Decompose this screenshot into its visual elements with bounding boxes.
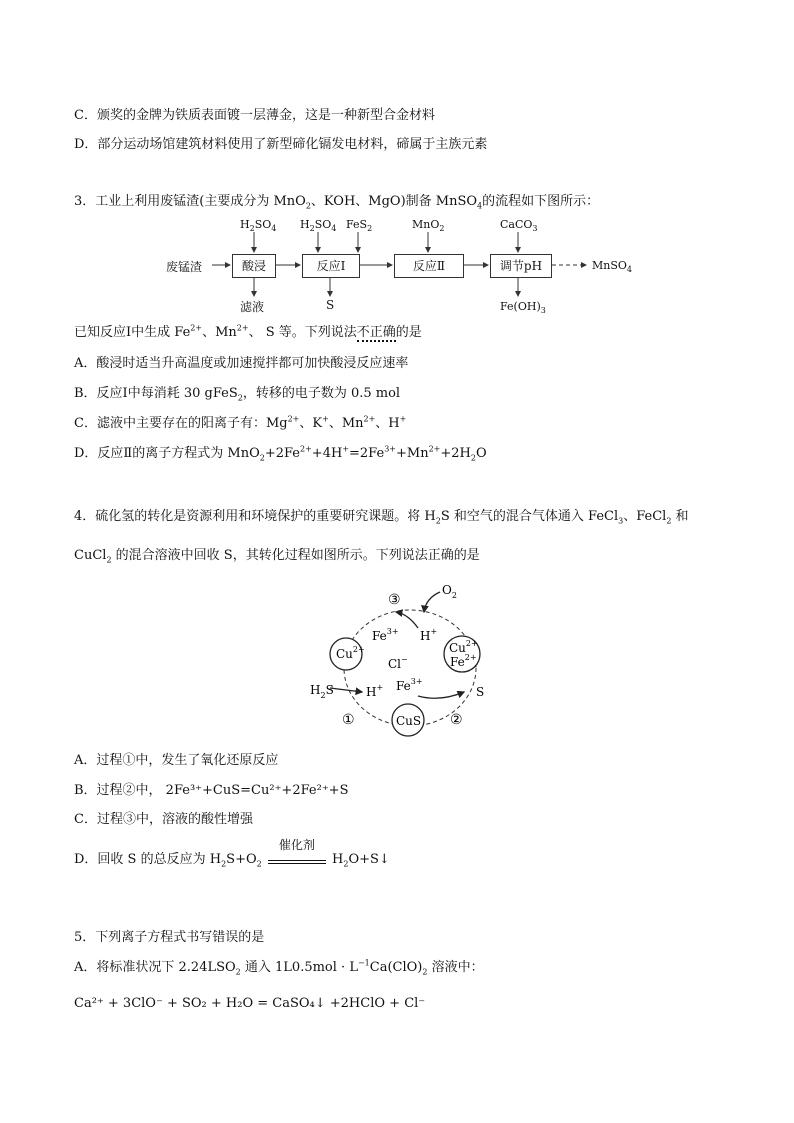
flow-input: 废锰渣 bbox=[166, 260, 203, 274]
q4-option-d: D．回收 S 的总反应为 $H_2S+O_2$ 催化剂 $H_2O+S↓$ bbox=[74, 837, 390, 869]
q3-option-c: C．滤液中主要存在的阳离子有：$Mg^{2+}$、K+、$Mn^{2+}$、H+ bbox=[74, 414, 407, 431]
step-2-label: ② bbox=[450, 712, 463, 728]
flow-output: MnSO$_4$ bbox=[592, 259, 632, 275]
q4-option-a: A．过程①中，发生了氧化还原反应 bbox=[74, 753, 279, 768]
q3-stem: 3．工业上利用废锰渣(主要成分为 MnO$_2$、KOH、MgO)制备 MnSO$_4$的流程如下图所示： bbox=[74, 194, 600, 211]
q5-option-a: A．将标准状况下 $2.24LSO_2$ 通入 $1L0.5mol \cdot L^{-1}Ca(ClO)_2$ 溶液中： bbox=[74, 958, 484, 977]
q4-option-b: B．过程②中， 2Fe³⁺+CuS=Cu²⁺+2Fe²⁺+S bbox=[74, 783, 349, 798]
hplus-bottom: H+ bbox=[366, 683, 384, 699]
s-product: S bbox=[476, 685, 485, 699]
q3-option-a: A．酸浸时适当升高温度或加速搅拌都可加快酸浸反应速率 bbox=[74, 356, 409, 371]
flow-in-mno2: MnO$_2$ bbox=[412, 218, 445, 234]
flow-box-reaction-1: 反应Ⅰ bbox=[302, 254, 360, 278]
node-cu2plus-right: $Cu^{2+}$ bbox=[449, 639, 478, 655]
node-fe2plus-right: $Fe^{2+}$ bbox=[450, 653, 477, 669]
q3-option-d: D．反应Ⅱ的离子方程式为 $MnO_2+2Fe^{2+}+4H^+=2Fe^{3+}+Mn^{2+}+2H_2O$ bbox=[74, 444, 487, 463]
hplus-top: H+ bbox=[420, 627, 438, 643]
q3-known: 已知反应Ⅰ中生成 $Fe^{2+}$、$Mn^{2+}$、 S 等。下列说法不正确的是 bbox=[74, 323, 422, 340]
q2-option-d: D．部分运动场馆建筑材料使用了新型碲化镉发电材料，碲属于主族元素 bbox=[74, 137, 488, 152]
flow-box-adjust-ph: 调节pH bbox=[490, 254, 552, 278]
catalyst-arrow: 催化剂 bbox=[268, 856, 326, 864]
flow-out-feoh3: $Fe(OH)_3$ bbox=[500, 300, 546, 316]
flow-out-s: S bbox=[326, 298, 335, 312]
step-3-label: ③ bbox=[388, 592, 401, 608]
o2-label: $O_2$ bbox=[442, 583, 457, 600]
node-cu2plus-left: $Cu^{2+}$ bbox=[336, 645, 365, 661]
q4-stem-line2: CuCl$_2$ 的混合溶液中回收 S，其转化过程如图所示。下列说法正确的是 bbox=[74, 548, 480, 565]
node-cus: CuS bbox=[396, 714, 422, 728]
q3-option-b: B．反应Ⅰ中每消耗 30 gFeS$_2$，转移的电子数为 0.5 mol bbox=[74, 386, 401, 403]
cl-minus: Cl− bbox=[388, 655, 408, 671]
q2-option-c: C．颁奖的金牌为铁质表面镀一层薄金，这是一种新型合金材料 bbox=[74, 108, 435, 123]
flow-in-caco3: CaCO$_3$ bbox=[500, 218, 538, 234]
step-1-label: ① bbox=[342, 712, 355, 728]
h2s-label: $H_2S$ bbox=[310, 683, 334, 700]
flow-in-h2so4-2: $H_2SO_4$ bbox=[300, 218, 337, 234]
fe3plus-bottom: $Fe^{3+}$ bbox=[396, 677, 423, 693]
flow-out-filtrate: 滤液 bbox=[240, 300, 265, 314]
q4-cycle-diagram bbox=[300, 578, 520, 738]
q5-stem: 5．下列离子方程式书写错误的是 bbox=[74, 930, 265, 945]
flow-in-fes2: FeS$_2$ bbox=[346, 218, 373, 234]
flow-box-acid-leach: 酸浸 bbox=[232, 254, 276, 278]
q4-option-c: C．过程③中，溶液的酸性增强 bbox=[74, 812, 253, 827]
fe3plus-top: $Fe^{3+}$ bbox=[372, 627, 399, 643]
q5-equation: Ca²⁺ + 3ClO⁻ + SO₂ + H₂O = CaSO₄↓ +2HClO + Cl⁻ bbox=[74, 996, 426, 1011]
flow-in-h2so4-1: $H_2SO_4$ bbox=[240, 218, 277, 234]
q4-stem-line1: 4．硫化氢的转化是资源利用和环境保护的重要研究课题。将 $H_2S$ 和空气的混合气体通入 FeCl$_3$、FeCl$_2$ 和 bbox=[74, 509, 689, 526]
flow-box-reaction-2: 反应Ⅱ bbox=[394, 254, 464, 278]
